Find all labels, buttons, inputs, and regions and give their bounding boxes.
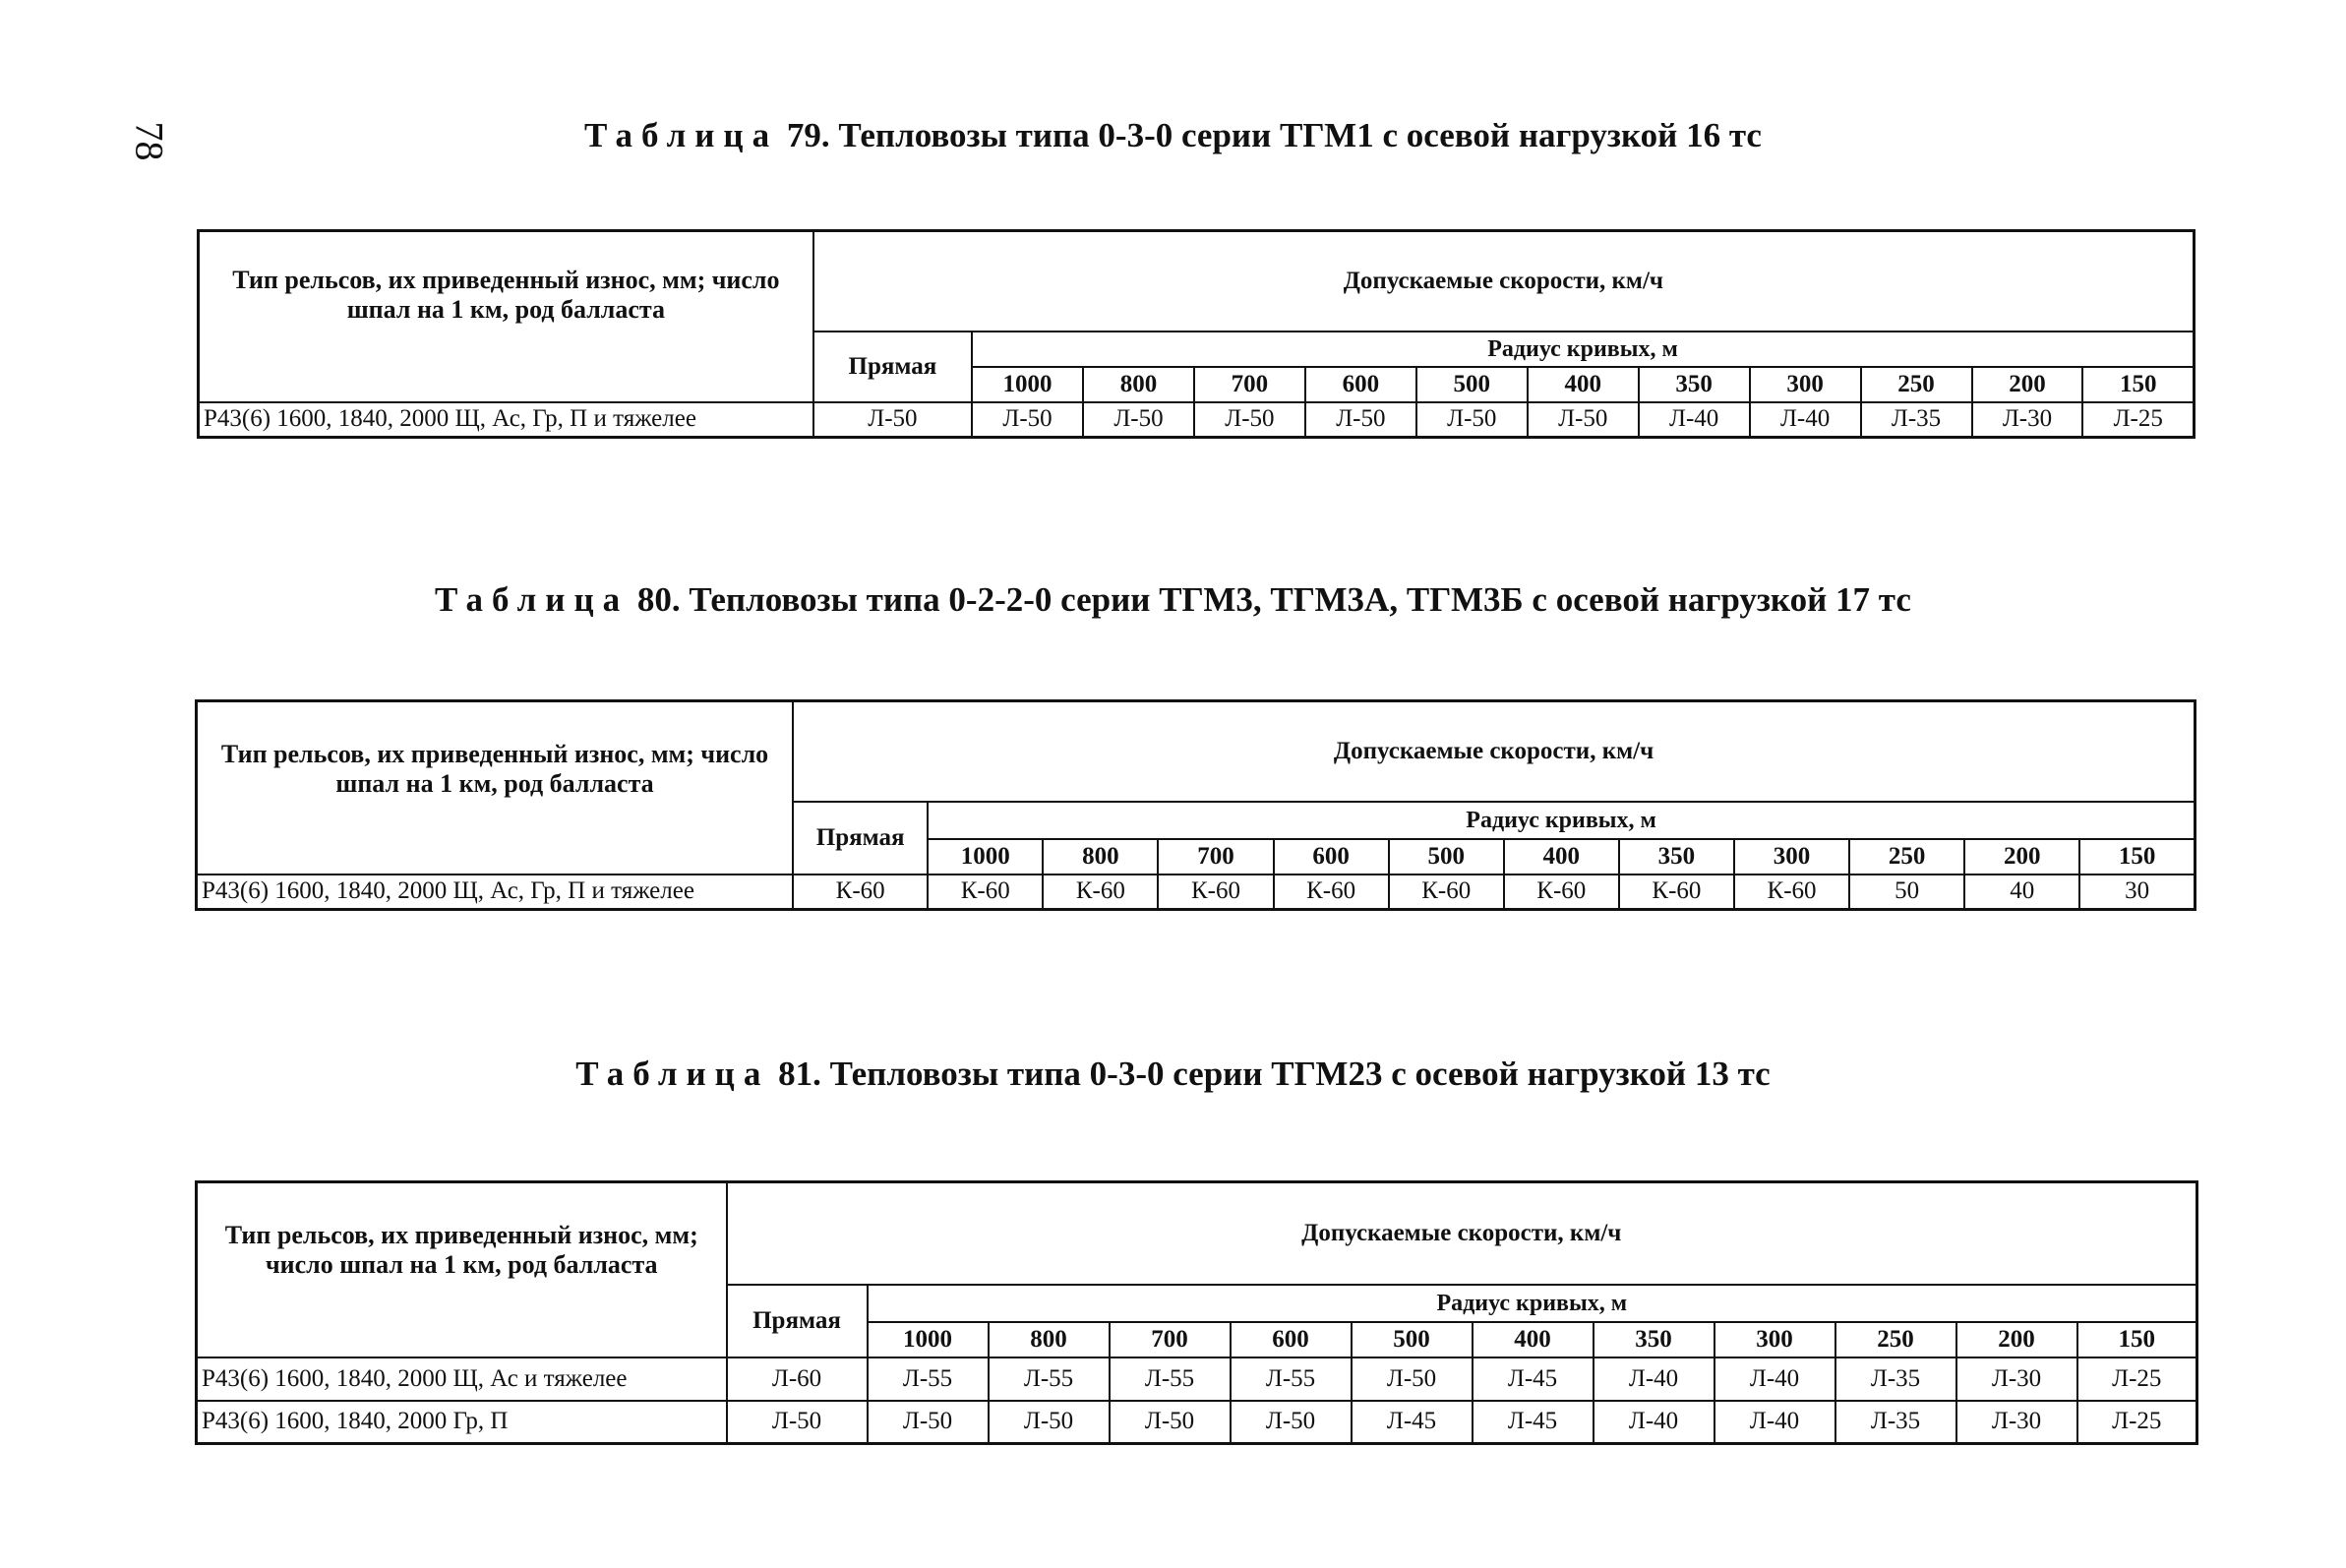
radius-header: 800 [1083, 367, 1194, 402]
radius-header: 150 [2082, 367, 2194, 402]
radius-header: 1000 [928, 839, 1043, 874]
speed-value: Л-35 [1861, 402, 1972, 438]
speed-value: Л-40 [1594, 1401, 1714, 1444]
radius-header: 350 [1639, 367, 1750, 402]
row-label: Р43(6) 1600, 1840, 2000 Щ, Ас, Гр, П и тяжелее [199, 402, 813, 438]
column-header-speeds: Допускаемые скорости, км/ч [813, 231, 2195, 332]
radius-header: 350 [1594, 1322, 1714, 1357]
speed-value: Л-30 [1972, 402, 2083, 438]
speed-value: Л-50 [727, 1401, 868, 1444]
caption-text: 80. Тепловозы типа 0-2-2-0 серии ТГМ3, ТГМ3А, ТГМ3Б с осевой нагрузкой 17 тс [636, 580, 1911, 619]
radius-header: 700 [1194, 367, 1305, 402]
speed-value: Л-40 [1750, 402, 1861, 438]
speed-value: Л-40 [1714, 1357, 1835, 1401]
caption-word: Таблица [584, 116, 779, 154]
speed-value: 30 [2079, 874, 2195, 910]
page-number: 78 [127, 121, 172, 161]
radius-header: 300 [1750, 367, 1861, 402]
column-header-rail-type: Тип рельсов, их приведенный износ, мм; число шпал на 1 км, род балласта [199, 231, 813, 402]
speed-value: К-60 [1734, 874, 1849, 910]
radius-header: 1000 [868, 1322, 989, 1357]
caption-word: Таблица [435, 580, 630, 619]
speed-value: Л-25 [2077, 1357, 2197, 1401]
caption-text: 79. Тепловозы типа 0-3-0 серии ТГМ1 с осевой нагрузкой 16 тс [786, 116, 1762, 154]
speed-value: Л-50 [1231, 1401, 1352, 1444]
column-header-radius: Радиус кривых, м [868, 1285, 2197, 1322]
speed-value: Л-25 [2082, 402, 2194, 438]
speed-value: Л-50 [1083, 402, 1194, 438]
speed-value: К-60 [1389, 874, 1504, 910]
speed-value: Л-40 [1594, 1357, 1714, 1401]
speed-value: К-60 [1043, 874, 1158, 910]
row-label: Р43(6) 1600, 1840, 2000 Щ, Ас, Гр, П и тяжелее [197, 874, 794, 910]
speed-value: Л-30 [1956, 1357, 2077, 1401]
speed-value: Л-45 [1473, 1357, 1594, 1401]
speed-value: К-60 [1274, 874, 1389, 910]
speed-value: Л-55 [1231, 1357, 1352, 1401]
table-81 [195, 1180, 2198, 1445]
speed-value: Л-50 [1528, 402, 1639, 438]
radius-header: 400 [1504, 839, 1619, 874]
table-row [199, 402, 2195, 438]
speed-value: Л-50 [1416, 402, 1528, 438]
radius-header: 300 [1734, 839, 1849, 874]
table-row [197, 1401, 2197, 1444]
radius-header: 500 [1352, 1322, 1473, 1357]
radius-header: 200 [1956, 1322, 2077, 1357]
table-80 [195, 699, 2196, 911]
speed-value: К-60 [1158, 874, 1273, 910]
speed-value: К-60 [1504, 874, 1619, 910]
speed-value: Л-40 [1714, 1401, 1835, 1444]
radius-header: 400 [1528, 367, 1639, 402]
speed-value: Л-50 [989, 1401, 1110, 1444]
caption-text: 81. Тепловозы типа 0-3-0 серии ТГМ23 с осевой нагрузкой 13 тс [778, 1055, 1771, 1093]
speed-value: К-60 [1619, 874, 1734, 910]
speed-value: Л-55 [989, 1357, 1110, 1401]
column-header-radius: Радиус кривых, м [928, 802, 2195, 839]
radius-header: 350 [1619, 839, 1734, 874]
column-header-speeds: Допускаемые скорости, км/ч [793, 701, 2195, 802]
table-80-caption [0, 580, 2346, 620]
radius-header: 600 [1305, 367, 1416, 402]
speed-value: Л-35 [1835, 1357, 1956, 1401]
radius-header: 800 [1043, 839, 1158, 874]
speed-value: К-60 [928, 874, 1043, 910]
row-label: Р43(6) 1600, 1840, 2000 Щ, Ас и тяжелее [197, 1357, 727, 1401]
speed-value: Л-25 [2077, 1401, 2197, 1444]
radius-header: 500 [1416, 367, 1528, 402]
radius-header: 600 [1274, 839, 1389, 874]
radius-header: 150 [2079, 839, 2195, 874]
speed-value: Л-60 [727, 1357, 868, 1401]
radius-header: 150 [2077, 1322, 2197, 1357]
radius-header: 400 [1473, 1322, 1594, 1357]
column-header-direct: Прямая [727, 1285, 868, 1357]
speed-value: Л-50 [1352, 1357, 1473, 1401]
radius-header: 250 [1849, 839, 1964, 874]
row-label: Р43(6) 1600, 1840, 2000 Гр, П [197, 1401, 727, 1444]
radius-header: 700 [1110, 1322, 1231, 1357]
radius-header: 300 [1714, 1322, 1835, 1357]
column-header-direct: Прямая [813, 332, 972, 402]
speed-value: Л-45 [1352, 1401, 1473, 1444]
column-header-direct: Прямая [793, 802, 928, 874]
column-header-rail-type: Тип рельсов, их приведенный износ, мм; число шпал на 1 км, род балласта [197, 1182, 727, 1357]
radius-header: 800 [989, 1322, 1110, 1357]
table-79 [197, 229, 2196, 439]
table-81-caption [0, 1055, 2346, 1094]
speed-value: Л-55 [868, 1357, 989, 1401]
radius-header: 1000 [972, 367, 1083, 402]
speed-value: Л-50 [972, 402, 1083, 438]
speed-value: Л-50 [868, 1401, 989, 1444]
radius-header: 250 [1861, 367, 1972, 402]
speed-value: 50 [1849, 874, 1964, 910]
column-header-radius: Радиус кривых, м [972, 332, 2194, 367]
speed-value: Л-45 [1473, 1401, 1594, 1444]
speed-value: 40 [1964, 874, 2079, 910]
column-header-rail-type: Тип рельсов, их приведенный износ, мм; число шпал на 1 км, род балласта [197, 701, 794, 874]
speed-value: Л-55 [1110, 1357, 1231, 1401]
speed-value: К-60 [793, 874, 928, 910]
radius-header: 200 [1972, 367, 2083, 402]
speed-value: Л-50 [1194, 402, 1305, 438]
speed-value: Л-35 [1835, 1401, 1956, 1444]
radius-header: 600 [1231, 1322, 1352, 1357]
radius-header: 500 [1389, 839, 1504, 874]
speed-value: Л-50 [1305, 402, 1416, 438]
radius-header: 250 [1835, 1322, 1956, 1357]
column-header-speeds: Допускаемые скорости, км/ч [727, 1182, 2197, 1285]
caption-word: Таблица [575, 1055, 770, 1093]
speed-value: Л-30 [1956, 1401, 2077, 1444]
speed-value: Л-50 [813, 402, 972, 438]
table-row [197, 1357, 2197, 1401]
table-row [197, 874, 2196, 910]
radius-header: 700 [1158, 839, 1273, 874]
radius-header: 200 [1964, 839, 2079, 874]
speed-value: Л-40 [1639, 402, 1750, 438]
table-79-caption [0, 116, 2346, 155]
speed-value: Л-50 [1110, 1401, 1231, 1444]
